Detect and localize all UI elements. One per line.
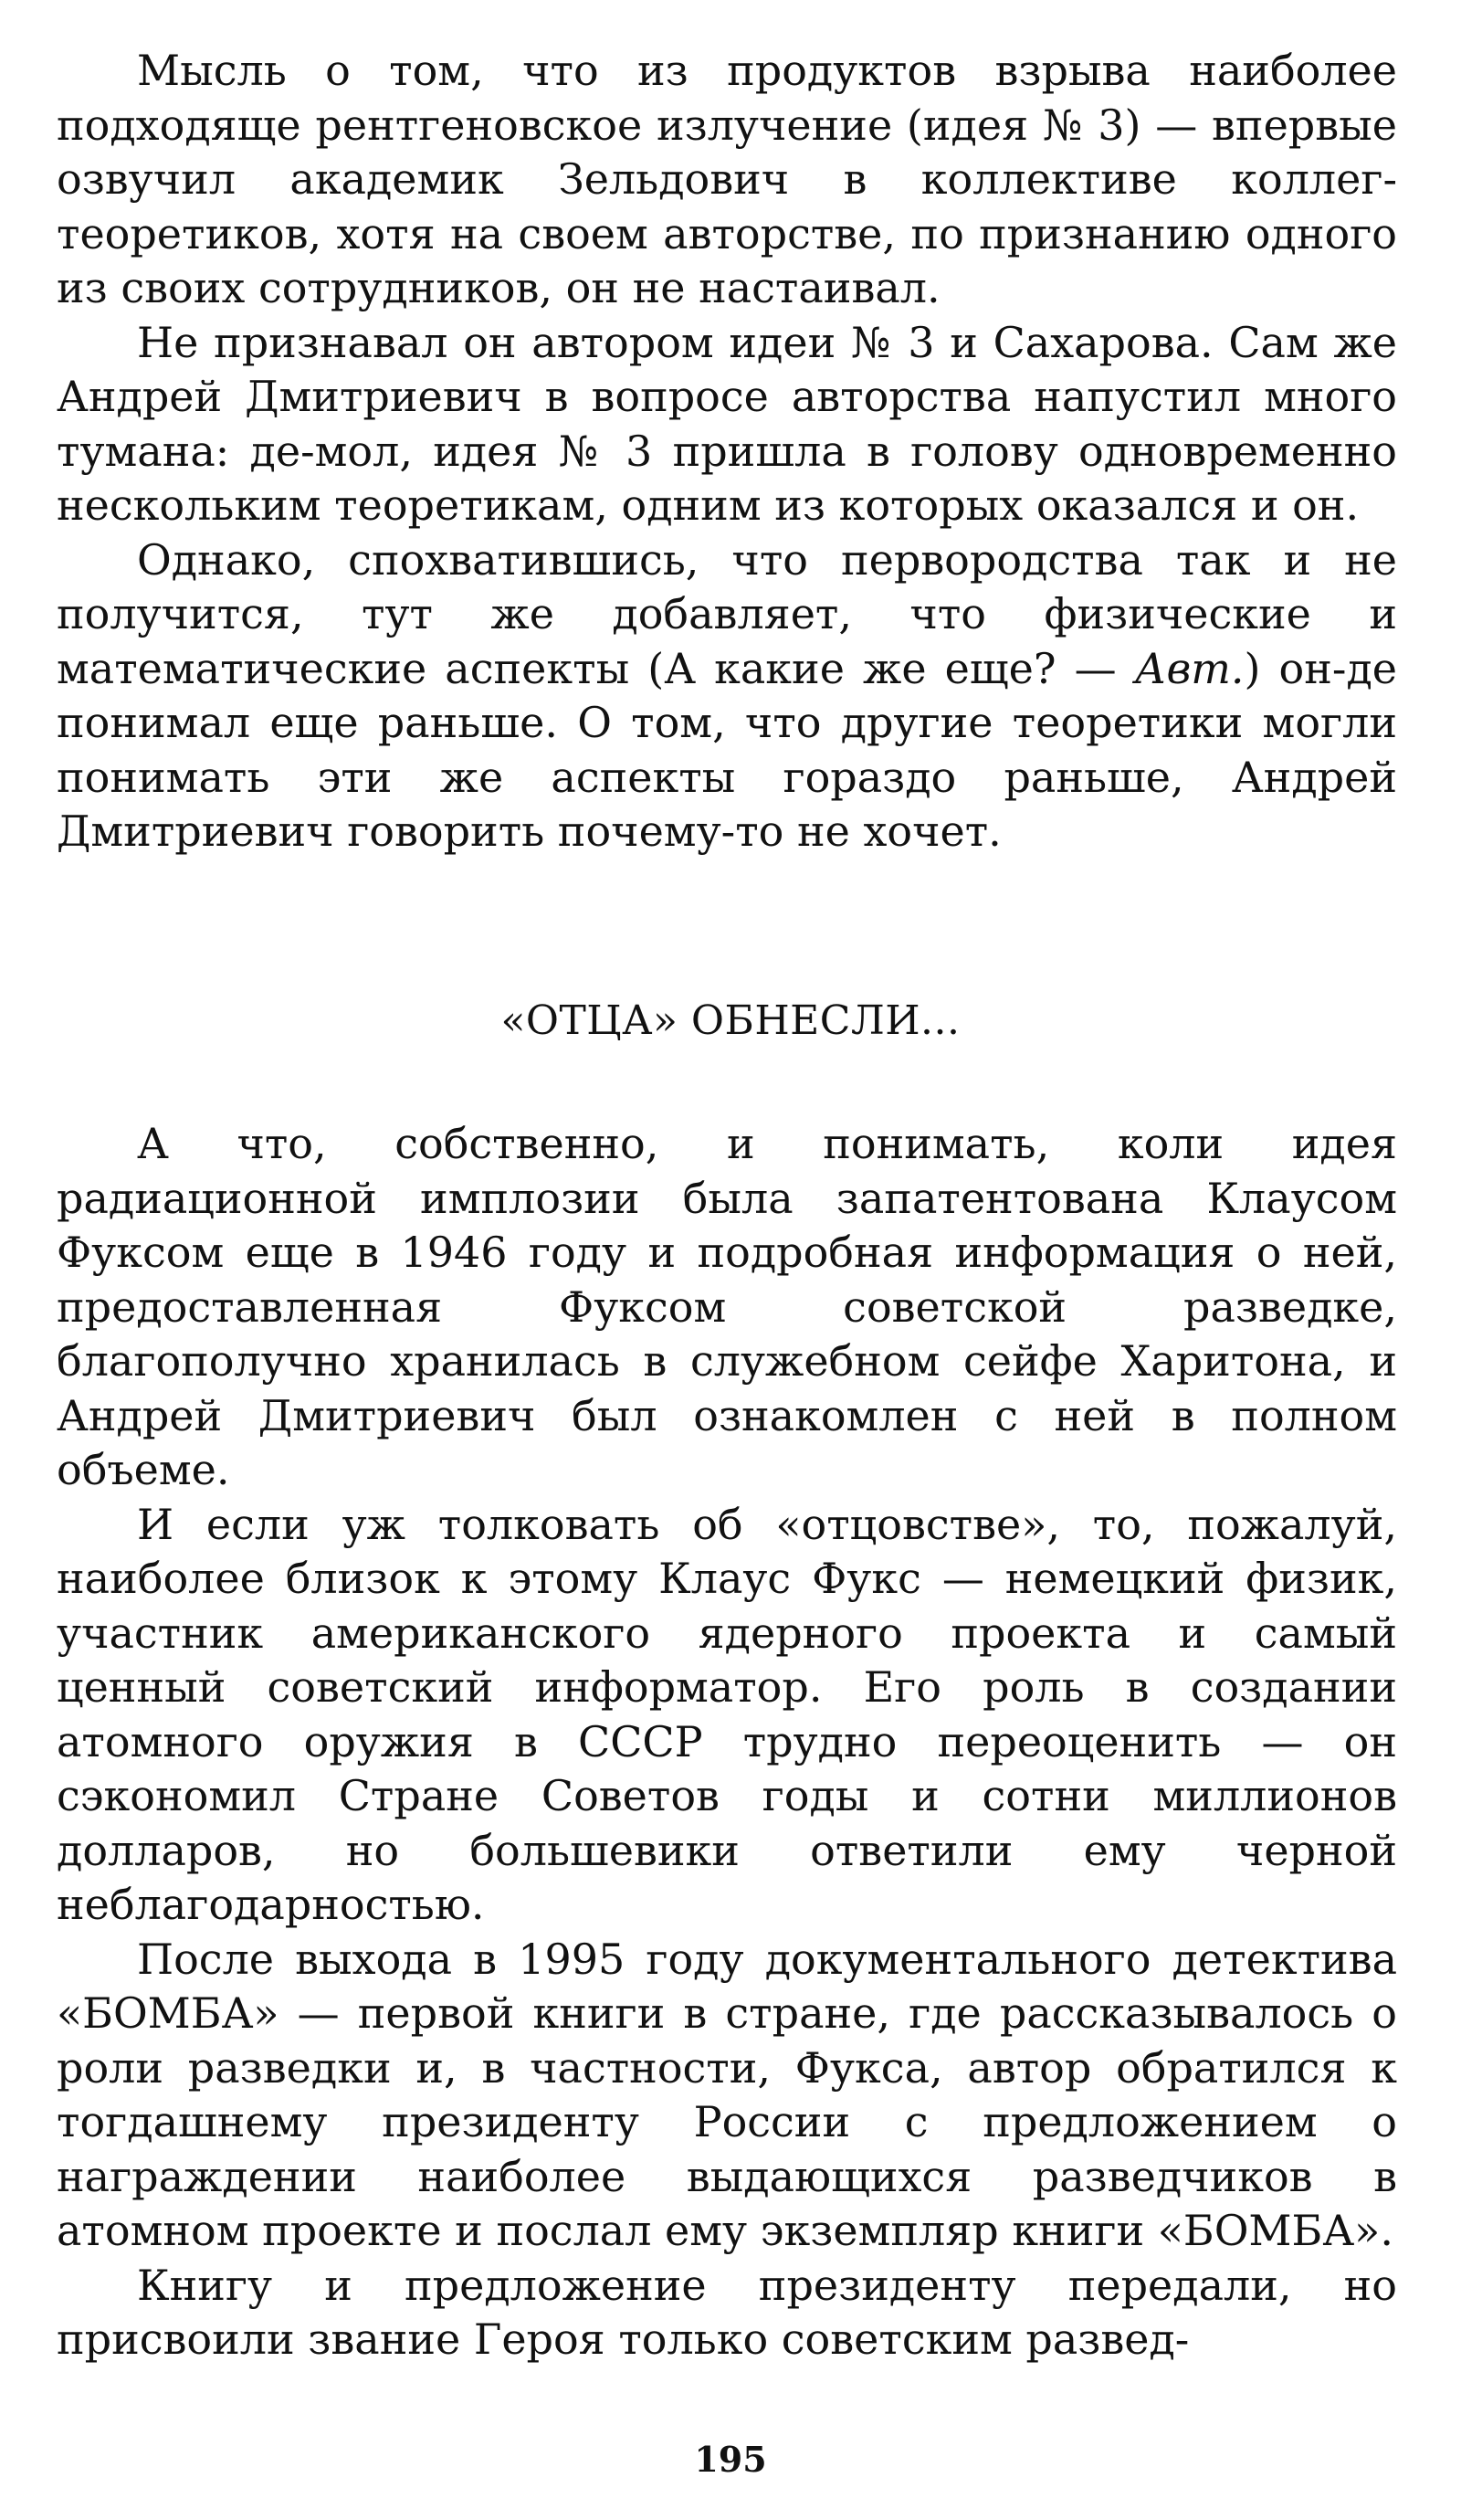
paragraph-3-after: ) он-де понимал еще раньше. О том, что другие теоретики могли понимать эти же аспекты гораздо раньше, Андрей Дмитриевич говорить почему-то не хочет. <box>57 643 1398 856</box>
section-heading: «ОТЦА» ОБНЕСЛИ... <box>500 997 961 1044</box>
paragraph-3 <box>57 533 1397 859</box>
paragraph-3-before: Однако, спохватившись, что первородства так и не получится, тут же добавляет, что физические и математические аспекты (А какие же еще? — <box>57 534 1397 693</box>
top-text-block <box>57 44 1397 859</box>
paragraph-5: И если уж толковать об «отцовстве», то, пожалуй, наиболее близок к этому Клаус Фукс — немецкий физик, участник американского ядерного проекта и самый ценный советский информатор. Его роль в создании атомного оружия в СССР трудно переоценить — он сэкономил Стране Советов годы и сотни миллионов долларов, но большевики ответили ему черной неблагодарностью. <box>57 1499 1397 1929</box>
paragraph-6: После выхода в 1995 году документального детектива «БОМБА» — первой книги в стране, где рассказывалось о роли разведки и, в частности, Фукса, автор обратился к тогдашнему президенту России с предложением о награждении наиболее выдающихся разведчиков в атомном проекте и послал ему экземпляр книги «БОМБА». <box>57 1934 1397 2255</box>
paragraph-1: Мысль о том, что из продуктов взрыва наиболее подходяще рентгеновское излучение (идея № 3) — впервые озвучил академик Зельдович в коллективе коллег-теоретиков, хотя на своем авторстве, по признанию одного из своих сотрудников, он не настаивал. <box>57 46 1397 312</box>
bottom-text-block <box>57 1117 1397 2367</box>
paragraph-3-author-note: Авт. <box>1134 643 1245 693</box>
paragraph-4: А что, собственно, и понимать, коли идея радиационной имплозии была запатентована Клаусом Фуксом еще в 1946 году и подробная информация о ней, предоставленная Фуксом советской разведке, благополучно хранилась в служебном сейфе Харитона, и Андрей Дмитриевич был ознакомлен с ней в полном объеме. <box>57 1119 1397 1494</box>
paragraph-7: Книгу и предложение президенту передали, но присвоили звание Героя только советским развед- <box>57 2260 1397 2364</box>
paragraph-2: Не признавал он автором идеи № 3 и Сахарова. Сам же Андрей Дмитриевич в вопросе авторства напустил много тумана: де-мол, идея № 3 пришла в голову одновременно нескольким теоретикам, одним из которых оказался и он. <box>57 317 1397 530</box>
page-number: 195 <box>694 2439 767 2480</box>
